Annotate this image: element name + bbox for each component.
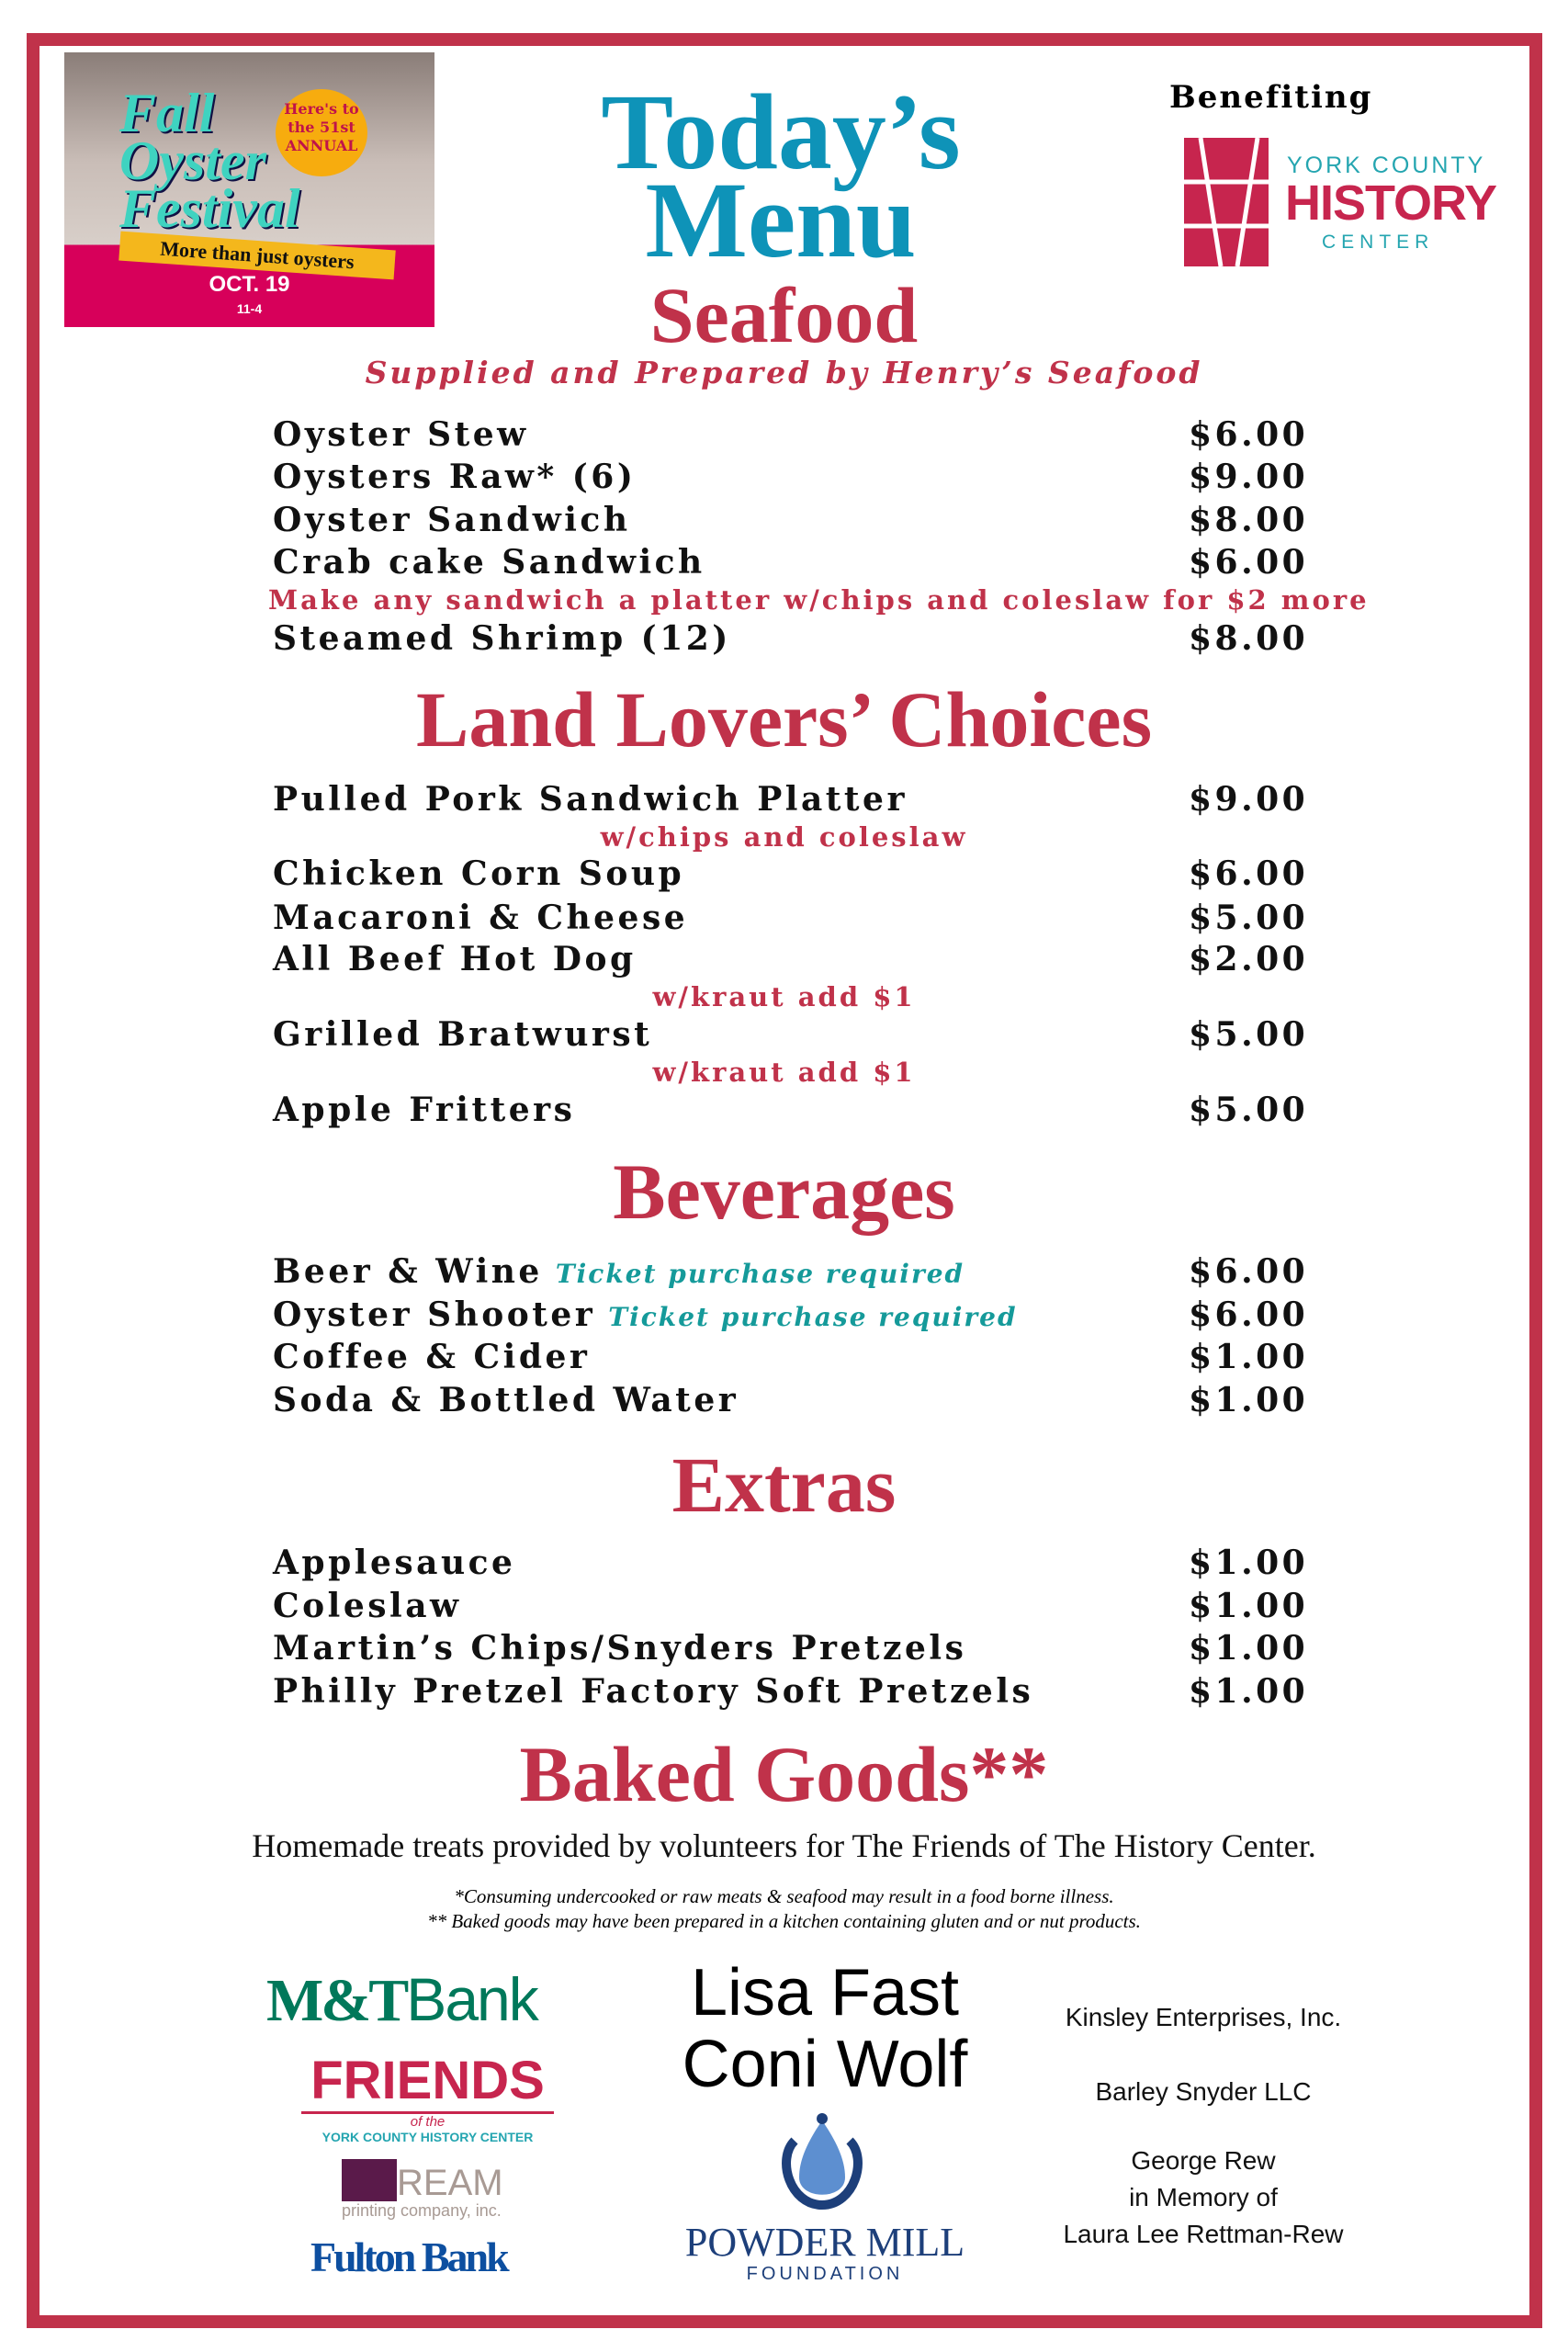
seafood-subtitle: Supplied and Prepared by Henry’s Seafood bbox=[365, 355, 1203, 390]
sponsor-name: Barley Snyder LLC bbox=[1095, 2077, 1312, 2106]
poster-time: 11-4 bbox=[236, 301, 263, 316]
item-name: Oyster Shooter bbox=[273, 1295, 596, 1334]
menu-item bbox=[273, 938, 1311, 980]
benefiting-label: Benefiting bbox=[1169, 79, 1373, 116]
item-name: Pulled Pork Sandwich Platter bbox=[273, 780, 908, 819]
item-note: w/kraut add $1 bbox=[652, 981, 916, 1012]
item-name: Beer & Wine bbox=[273, 1252, 543, 1291]
menu-item bbox=[273, 1336, 1311, 1378]
fulton-bank-logo: Fulton Bank bbox=[310, 2233, 507, 2280]
item-price: $1.00 bbox=[1189, 1672, 1309, 1711]
item-name: Oyster Sandwich bbox=[273, 501, 631, 539]
item-name: Soda & Bottled Water bbox=[273, 1381, 739, 1419]
item-name: Steamed Shrimp (12) bbox=[273, 619, 731, 658]
disclaimer: *Consuming undercooked or raw meats & seafood may result in a food borne illness. bbox=[454, 1885, 1114, 1907]
friends-logo: FRIENDS of the YORK COUNTY HISTORY CENTER bbox=[301, 2054, 554, 2144]
item-price: $1.00 bbox=[1189, 1587, 1309, 1625]
item-name: Coleslaw bbox=[273, 1587, 462, 1625]
menu-item bbox=[273, 1013, 1311, 1056]
item-name: Apple Fritters bbox=[273, 1091, 576, 1129]
logo-line-1: YORK COUNTY bbox=[1287, 153, 1486, 178]
menu-item bbox=[273, 617, 1311, 660]
item-name: Chicken Corn Soup bbox=[273, 854, 685, 893]
powder-mill-logo: POWDER MILL FOUNDATION bbox=[684, 2220, 965, 2284]
seafood-heading: Seafood bbox=[649, 271, 919, 359]
history-center-mark-icon bbox=[1184, 138, 1269, 266]
item-name: Oysters Raw* (6) bbox=[273, 458, 637, 496]
menu-item bbox=[273, 1670, 1311, 1713]
menu-item bbox=[273, 413, 1311, 456]
item-price: $1.00 bbox=[1189, 1338, 1309, 1376]
extras-heading: Extras bbox=[671, 1441, 897, 1529]
sponsor-name: Lisa Fast bbox=[690, 1956, 960, 2030]
item-price: $6.00 bbox=[1189, 543, 1309, 582]
menu-item bbox=[273, 1089, 1311, 1131]
baked-heading: Baked Goods** bbox=[519, 1730, 1049, 1818]
ticket-note: Ticket purchase required bbox=[608, 1302, 1018, 1332]
other-sponsors bbox=[1020, 2003, 1387, 2253]
menu-item bbox=[273, 1542, 1311, 1584]
item-price: $1.00 bbox=[1189, 1629, 1309, 1668]
menu-item bbox=[273, 778, 1311, 820]
item-price: $8.00 bbox=[1189, 619, 1309, 658]
menu-item bbox=[273, 1379, 1311, 1421]
menu-item bbox=[273, 499, 1311, 541]
poster-date: OCT. 19 bbox=[209, 272, 290, 297]
item-name: Grilled Bratwurst bbox=[273, 1015, 653, 1054]
sponsor-name: Kinsley Enterprises, Inc. bbox=[1065, 2003, 1342, 2031]
menu-item bbox=[273, 1585, 1311, 1627]
mt-bank-logo: M&TBank bbox=[266, 1965, 537, 2034]
item-name: Oyster Stew bbox=[273, 415, 529, 454]
history-center-logo bbox=[1184, 138, 1501, 266]
item-note: w/kraut add $1 bbox=[652, 1057, 916, 1088]
land-heading: Land Lovers’ Choices bbox=[415, 675, 1153, 763]
item-note: w/chips and coleslaw bbox=[600, 821, 968, 853]
individual-sponsors bbox=[595, 1957, 1055, 2100]
item-name: Macaroni & Cheese bbox=[273, 899, 689, 937]
sponsor-name: Coni Wolf bbox=[682, 2028, 968, 2101]
menu-item bbox=[273, 1250, 1311, 1293]
ticket-note: Ticket purchase required bbox=[555, 1259, 965, 1289]
item-price: $9.00 bbox=[1189, 780, 1309, 819]
item-name: Coffee & Cider bbox=[273, 1338, 591, 1376]
menu-item bbox=[273, 1294, 1311, 1336]
logo-line-3: CENTER bbox=[1322, 232, 1435, 253]
item-price: $6.00 bbox=[1189, 854, 1309, 893]
menu-item bbox=[273, 456, 1311, 498]
menu-item bbox=[273, 541, 1311, 583]
title-line-1: Today’s bbox=[601, 72, 961, 192]
poster-title: Fall Oyster Festival bbox=[119, 83, 300, 239]
item-price: $5.00 bbox=[1189, 899, 1309, 937]
disclaimer: ** Baked goods may have been prepared in a kitchen containing gluten and or nut products. bbox=[427, 1910, 1141, 1932]
item-price: $9.00 bbox=[1189, 458, 1309, 496]
page-title bbox=[514, 72, 1047, 280]
sponsor-name: George Rew bbox=[1131, 2146, 1276, 2175]
item-price: $6.00 bbox=[1189, 1295, 1309, 1334]
item-name: Applesauce bbox=[273, 1544, 516, 1582]
powder-mill-mark-icon bbox=[772, 2113, 873, 2218]
menu-item bbox=[273, 897, 1311, 939]
item-price: $1.00 bbox=[1189, 1381, 1309, 1419]
poster-badge: Here's to the 51st ANNUAL bbox=[276, 89, 367, 176]
item-price: $2.00 bbox=[1189, 940, 1309, 978]
item-name: Martin’s Chips/Snyders Pretzels bbox=[273, 1629, 967, 1668]
title-line-2: Menu bbox=[645, 160, 917, 280]
item-price: $5.00 bbox=[1189, 1091, 1309, 1129]
item-price: $6.00 bbox=[1189, 1252, 1309, 1291]
item-name: All Beef Hot Dog bbox=[273, 940, 637, 978]
menu-item bbox=[273, 853, 1311, 895]
baked-description: Homemade treats provided by volunteers for The Friends of The History Center. bbox=[252, 1827, 1316, 1864]
item-name: Philly Pretzel Factory Soft Pretzels bbox=[273, 1672, 1034, 1711]
item-price: $6.00 bbox=[1189, 415, 1309, 454]
ream-logo: REAM printing company, inc. bbox=[342, 2159, 516, 2221]
ream-mark-icon bbox=[342, 2159, 397, 2201]
beverages-heading: Beverages bbox=[613, 1148, 955, 1236]
sponsor-name: Laura Lee Rettman-Rew bbox=[1063, 2220, 1344, 2248]
item-price: $1.00 bbox=[1189, 1544, 1309, 1582]
menu-item bbox=[273, 1627, 1311, 1669]
poster-tagline: More than just oysters bbox=[118, 232, 396, 280]
item-price: $5.00 bbox=[1189, 1015, 1309, 1054]
item-price: $8.00 bbox=[1189, 501, 1309, 539]
logo-line-2: HISTORY bbox=[1285, 175, 1497, 231]
sponsor-name: in Memory of bbox=[1129, 2183, 1278, 2211]
item-name: Crab cake Sandwich bbox=[273, 543, 705, 582]
platter-note: Make any sandwich a platter w/chips and coleslaw for $2 more bbox=[268, 584, 1370, 616]
